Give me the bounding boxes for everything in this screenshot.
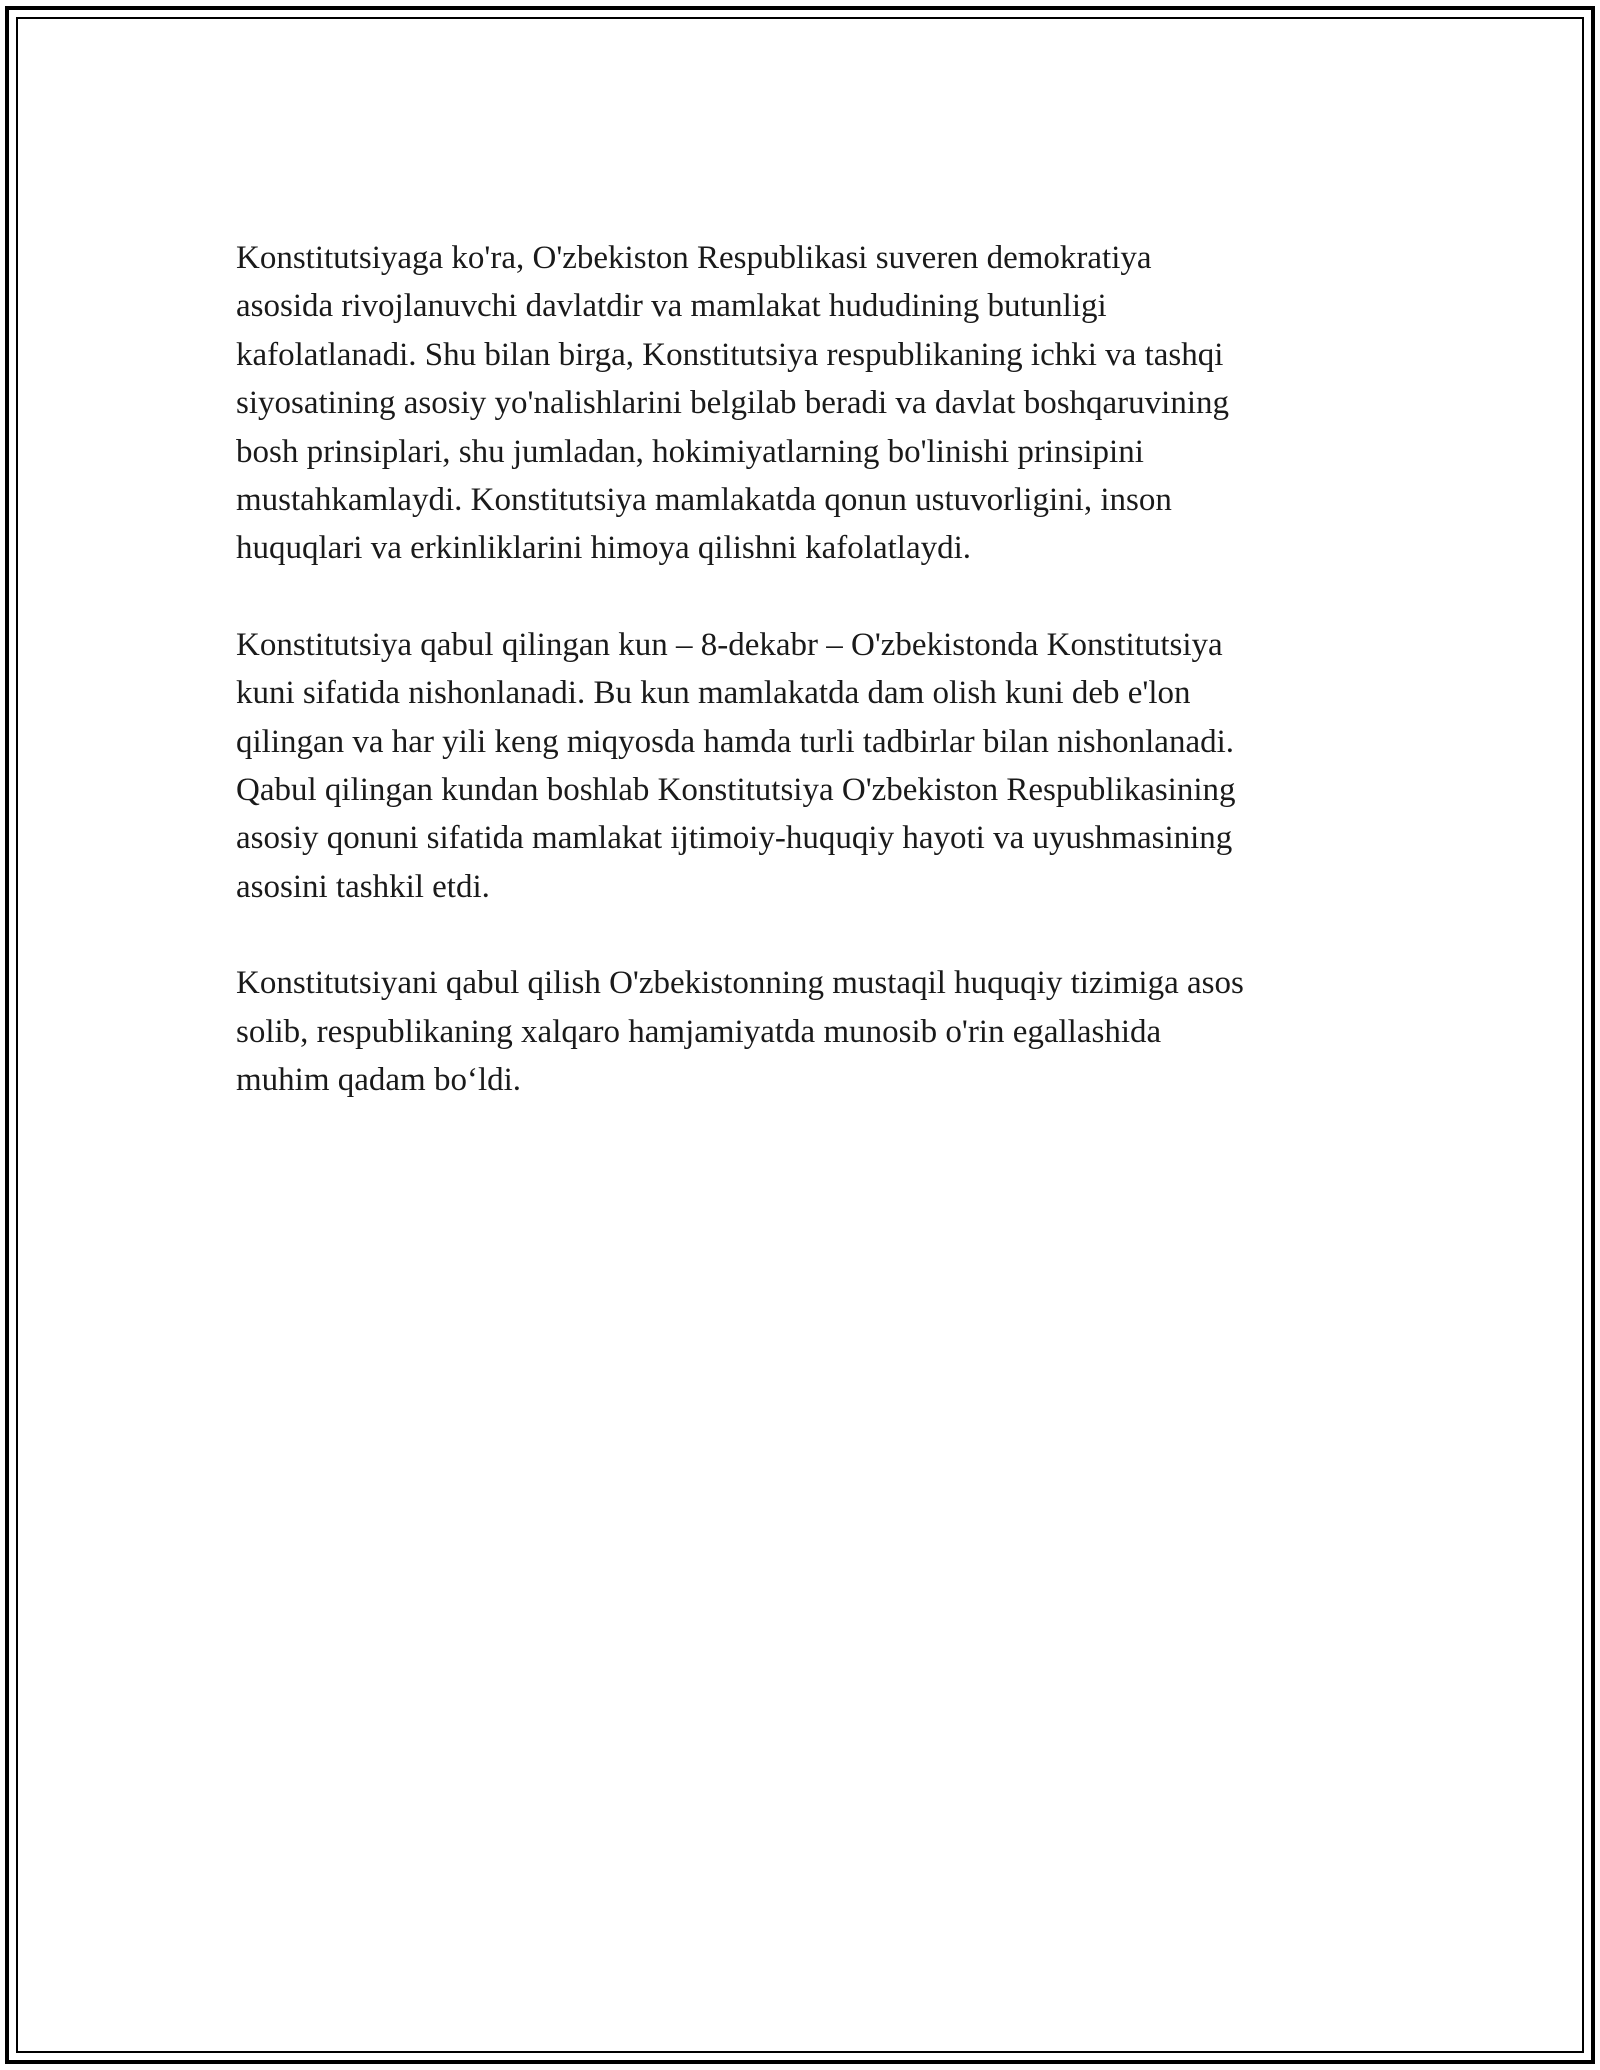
text-line: mustahkamlaydi. Konstitutsiya mamlakatda qonun ustuvorligini, inson [236, 482, 1172, 519]
document-body [236, 234, 1376, 1153]
paragraph-3 [236, 959, 1376, 1104]
paragraph-1 [236, 234, 1376, 573]
text-line: muhim qadam bo‘ldi. [236, 1062, 522, 1099]
text-line: Qabul qilingan kundan boshlab Konstitutsiya O'zbekiston Respublikasining [236, 772, 1236, 809]
text-line: asosiy qonuni sifatida mamlakat ijtimoiy-huquqiy hayoti va uyushmasining [236, 820, 1233, 857]
text-line: Konstitutsiyaga ko'ra, O'zbekiston Respublikasi suveren demokratiya [236, 240, 1152, 276]
text-line: Konstitutsiya qabul qilingan kun – 8-dekabr – O'zbekistonda Konstitutsiya [236, 626, 1223, 663]
text-line: qilingan va har yili keng miqyosda hamda turli tadbirlar bilan nishonlanadi. [236, 723, 1235, 760]
paragraph-2 [236, 621, 1376, 911]
text-line: kuni sifatida nishonlanadi. Bu kun mamlakatda dam olish kuni deb e'lon [236, 675, 1191, 712]
text-line: Konstitutsiyani qabul qilish O'zbekistonning mustaqil huquqiy tizimiga asos [236, 965, 1244, 1002]
text-line: siyosatining asosiy yo'nalishlarini belgilab beradi va davlat boshqaruvining [236, 385, 1230, 422]
text-line: solib, respublikaning xalqaro hamjamiyatda munosib o'rin egallashida [236, 1013, 1162, 1050]
text-line: asosida rivojlanuvchi davlatdir va mamlakat hududining butunligi [236, 288, 1107, 325]
text-line: bosh prinsiplari, shu jumladan, hokimiyatlarning bo'linishi prinsipini [236, 433, 1144, 470]
text-line: kafolatlanadi. Shu bilan birga, Konstitutsiya respublikaning ichki va tashqi [236, 336, 1224, 373]
text-line: huquqlari va erkinliklarini himoya qilishni kafolatlaydi. [236, 530, 972, 567]
text-line: asosini tashkil etdi. [236, 868, 490, 905]
